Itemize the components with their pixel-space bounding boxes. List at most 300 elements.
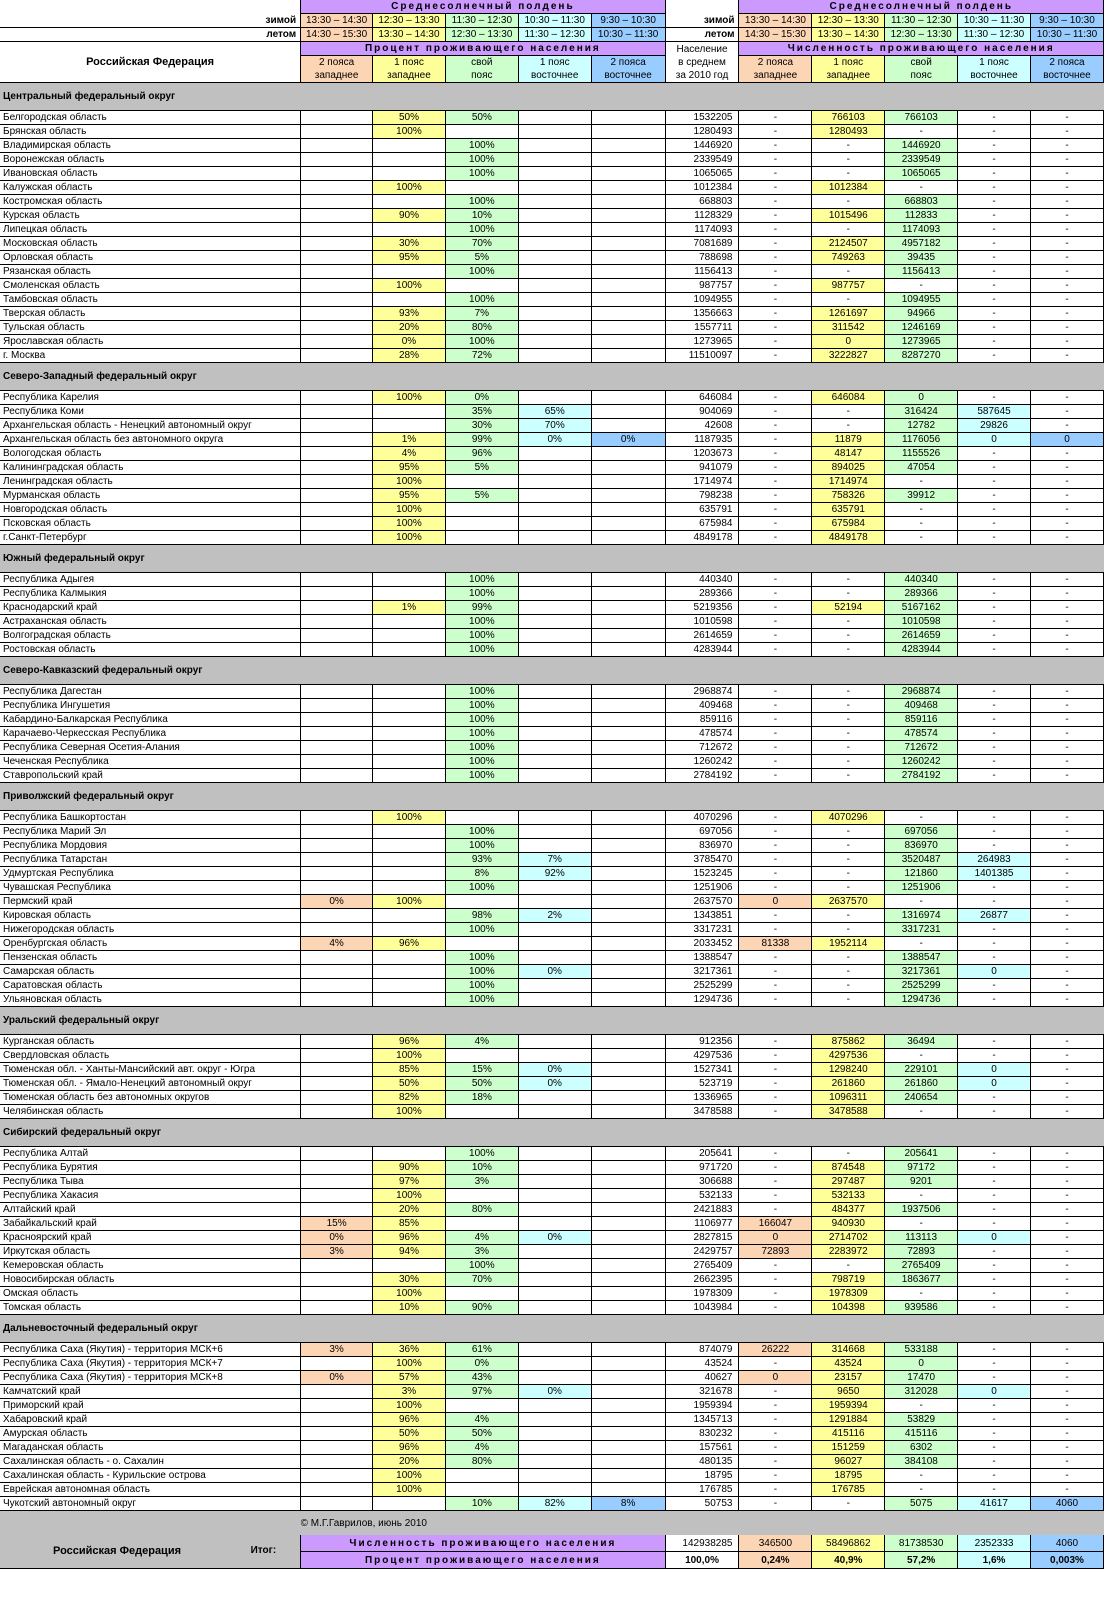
percent-cell: 82%	[518, 1497, 591, 1511]
count-cell: 261860	[885, 1077, 958, 1091]
percent-cell: 100%	[445, 839, 518, 853]
count-cell: 205641	[885, 1147, 958, 1161]
count-cell: -	[1030, 167, 1103, 181]
count-cell: 4060	[1030, 1497, 1103, 1511]
count-cell: 415116	[885, 1427, 958, 1441]
count-cell: -	[1030, 951, 1103, 965]
percent-cell: 0%	[445, 391, 518, 405]
column-header-line: 1 пояс	[394, 57, 424, 68]
count-cell: 2283972	[812, 1245, 885, 1259]
count-cell: 4957182	[885, 237, 958, 251]
population-cell: 1174093	[665, 223, 739, 237]
percent-cell: 72%	[445, 349, 518, 363]
column-header-line: западнее	[314, 70, 359, 81]
count-cell: -	[885, 895, 958, 909]
percent-cell: 92%	[518, 867, 591, 881]
count-cell: -	[1030, 475, 1103, 489]
percent-cell	[518, 699, 591, 713]
percent-cell: 15%	[301, 1217, 373, 1231]
table-row	[0, 1105, 1104, 1119]
region-name: Удмуртская Республика	[0, 867, 301, 881]
count-cell: -	[739, 195, 812, 209]
table-row	[0, 153, 1104, 167]
percent-cell	[301, 741, 373, 755]
count-cell: -	[739, 923, 812, 937]
percent-cell	[301, 1105, 373, 1119]
count-cell: -	[1030, 573, 1103, 587]
percent-cell: 70%	[445, 1273, 518, 1287]
percent-cell	[301, 251, 373, 265]
count-cell: -	[1030, 1343, 1103, 1357]
count-cell: -	[739, 1147, 812, 1161]
percent-cell: 95%	[373, 461, 446, 475]
region-name: Московская область	[0, 237, 301, 251]
population-cell: 3317231	[665, 923, 739, 937]
region-name: Республика Калмыкия	[0, 587, 301, 601]
count-cell: -	[739, 629, 812, 643]
percent-cell	[518, 1441, 591, 1455]
count-cell: -	[739, 1357, 812, 1371]
percent-cell	[301, 811, 373, 825]
count-cell: 1294736	[885, 993, 958, 1007]
count-cell: 0	[1030, 433, 1103, 447]
season-time: 12:30 – 13:30	[445, 28, 518, 42]
count-cell: -	[958, 1427, 1031, 1441]
footer-country-cell	[0, 1535, 301, 1569]
count-cell: 2124507	[812, 237, 885, 251]
percent-cell	[591, 741, 665, 755]
table-row	[0, 685, 1104, 699]
population-cell: 2765409	[665, 1259, 739, 1273]
percent-cell: 100%	[445, 587, 518, 601]
percent-cell	[591, 349, 665, 363]
region-name: Костромская область	[0, 195, 301, 209]
percent-cell	[518, 937, 591, 951]
population-cell: 40627	[665, 1371, 739, 1385]
count-cell: 3317231	[885, 923, 958, 937]
table-row	[0, 1455, 1104, 1469]
count-cell: -	[739, 391, 812, 405]
percent-cell: 100%	[445, 699, 518, 713]
season-time: 13:30 – 14:30	[301, 14, 373, 28]
count-cell: 2765409	[885, 1259, 958, 1273]
population-cell: 1280493	[665, 125, 739, 139]
percent-cell	[445, 503, 518, 517]
count-cell: 3222827	[812, 349, 885, 363]
percent-cell	[518, 111, 591, 125]
table-row	[0, 209, 1104, 223]
percent-cell: 50%	[373, 1427, 446, 1441]
region-name: Республика Мордовия	[0, 839, 301, 853]
count-cell: -	[958, 993, 1031, 1007]
percent-cell	[301, 349, 373, 363]
percent-cell: 30%	[373, 237, 446, 251]
season-time: 12:30 – 13:30	[373, 14, 446, 28]
column-header-line: западнее	[753, 70, 798, 81]
column-header-line: 1 пояс	[539, 57, 570, 68]
percent-cell	[591, 503, 665, 517]
percent-cell	[301, 629, 373, 643]
count-cell: -	[812, 573, 885, 587]
count-cell: -	[958, 111, 1031, 125]
column-header	[445, 56, 518, 83]
percent-cell: 100%	[373, 125, 446, 139]
count-cell: 2714702	[812, 1231, 885, 1245]
table-row	[0, 979, 1104, 993]
percent-cell: 95%	[373, 489, 446, 503]
population-cell: 2339549	[665, 153, 739, 167]
population-cell: 7081689	[665, 237, 739, 251]
percent-cell: 7%	[445, 307, 518, 321]
region-name: Калининградская область	[0, 461, 301, 475]
percent-cell: 5%	[445, 489, 518, 503]
season-time: 9:30 – 10:30	[591, 14, 665, 28]
count-cell: -	[958, 307, 1031, 321]
percent-cell: 100%	[373, 1357, 446, 1371]
column-header-line: восточнее	[531, 70, 579, 81]
count-cell: 798719	[812, 1273, 885, 1287]
region-name: Сахалинская область - о. Сахалин	[0, 1455, 301, 1469]
season-time: 10:30 – 11:30	[591, 28, 665, 42]
table-row	[0, 1427, 1104, 1441]
percent-cell	[591, 1287, 665, 1301]
count-cell: -	[885, 181, 958, 195]
count-cell: -	[958, 713, 1031, 727]
count-cell: -	[812, 923, 885, 937]
column-header	[301, 56, 373, 83]
table-row	[0, 167, 1104, 181]
table-row	[0, 1035, 1104, 1049]
total-percent-cell: 1,6%	[958, 1552, 1031, 1569]
percent-cell	[518, 1091, 591, 1105]
percent-cell	[591, 265, 665, 279]
percent-cell: 100%	[373, 811, 446, 825]
count-cell: 1280493	[812, 125, 885, 139]
percent-cell	[373, 839, 446, 853]
table-row	[0, 447, 1104, 461]
percent-cell	[445, 181, 518, 195]
count-cell: 635791	[812, 503, 885, 517]
column-header-line: 1 пояс	[833, 57, 864, 68]
region-name: Орловская область	[0, 251, 301, 265]
count-cell: 12782	[885, 419, 958, 433]
count-cell: -	[1030, 1469, 1103, 1483]
region-name: Воронежская область	[0, 153, 301, 167]
count-cell: -	[739, 1399, 812, 1413]
season-time: 12:30 – 13:30	[812, 14, 885, 28]
percent-cell: 50%	[373, 1077, 446, 1091]
population-cell: 4070296	[665, 811, 739, 825]
column-header-line: 2 пояса	[318, 57, 355, 68]
count-cell: 859116	[885, 713, 958, 727]
count-cell: -	[812, 153, 885, 167]
population-cell: 1294736	[665, 993, 739, 1007]
region-name: Ставропольский край	[0, 769, 301, 783]
region-name: Республика Саха (Якутия) - территория МСК+6	[0, 1343, 301, 1357]
count-cell: -	[958, 503, 1031, 517]
population-cell: 43524	[665, 1357, 739, 1371]
count-cell: -	[812, 139, 885, 153]
total-percent-cell: 40,9%	[812, 1552, 885, 1569]
table-row	[0, 839, 1104, 853]
count-cell: -	[812, 419, 885, 433]
percent-cell	[591, 1175, 665, 1189]
percent-cell	[518, 811, 591, 825]
percent-cell	[301, 489, 373, 503]
percent-cell	[518, 223, 591, 237]
percent-cell	[591, 475, 665, 489]
table-row	[0, 909, 1104, 923]
percent-cell	[301, 1035, 373, 1049]
population-cell: 697056	[665, 825, 739, 839]
count-cell: 1714974	[812, 475, 885, 489]
percent-cell: 100%	[373, 895, 446, 909]
count-cell: 1261697	[812, 307, 885, 321]
percent-cell	[591, 1343, 665, 1357]
column-header	[958, 56, 1031, 83]
percent-cell: 10%	[445, 1161, 518, 1175]
percent-cell	[591, 839, 665, 853]
count-cell: -	[1030, 811, 1103, 825]
region-name: Магаданская область	[0, 1441, 301, 1455]
percent-cell	[591, 195, 665, 209]
region-name: Ивановская область	[0, 167, 301, 181]
region-name: Приморский край	[0, 1399, 301, 1413]
percent-cell	[301, 881, 373, 895]
table-row	[0, 1399, 1104, 1413]
count-cell: -	[1030, 895, 1103, 909]
blank	[0, 1511, 301, 1536]
percent-cell	[518, 391, 591, 405]
population-cell: 874079	[665, 1343, 739, 1357]
count-cell: -	[739, 741, 812, 755]
percent-cell: 3%	[445, 1245, 518, 1259]
percent-cell	[373, 615, 446, 629]
percent-cell	[301, 433, 373, 447]
count-cell: -	[1030, 1371, 1103, 1385]
percent-cell: 0%	[518, 1077, 591, 1091]
percent-cell	[301, 699, 373, 713]
percent-cell: 10%	[445, 1497, 518, 1511]
count-cell: -	[812, 769, 885, 783]
population-cell: 668803	[665, 195, 739, 209]
population-cell: 1012384	[665, 181, 739, 195]
percent-cell: 100%	[373, 391, 446, 405]
count-cell: -	[739, 643, 812, 657]
percent-cell	[591, 1203, 665, 1217]
count-cell: -	[1030, 1483, 1103, 1497]
region-name: г.Санкт-Петербург	[0, 531, 301, 545]
count-cell: 43524	[812, 1357, 885, 1371]
table-row	[0, 503, 1104, 517]
count-cell: 39435	[885, 251, 958, 265]
region-name: Республика Дагестан	[0, 685, 301, 699]
population-cell: 1388547	[665, 951, 739, 965]
region-name: Республика Карелия	[0, 391, 301, 405]
count-cell: -	[958, 489, 1031, 503]
percent-cell	[518, 461, 591, 475]
count-cell: -	[1030, 713, 1103, 727]
count-cell: -	[958, 195, 1031, 209]
count-cell: 18795	[812, 1469, 885, 1483]
season-label: зимой	[665, 14, 739, 28]
count-cell: 229101	[885, 1063, 958, 1077]
column-header	[1030, 56, 1103, 83]
percent-cell	[591, 769, 665, 783]
percent-cell	[518, 881, 591, 895]
percent-cell: 61%	[445, 1343, 518, 1357]
season-time: 11:30 – 12:30	[518, 28, 591, 42]
percent-cell	[591, 1105, 665, 1119]
count-cell: -	[1030, 279, 1103, 293]
count-cell: -	[812, 1147, 885, 1161]
count-cell: -	[958, 1441, 1031, 1455]
percent-cell	[591, 125, 665, 139]
percent-cell	[591, 1385, 665, 1399]
percent-cell	[301, 1287, 373, 1301]
percent-cell	[518, 629, 591, 643]
percent-cell: 70%	[518, 419, 591, 433]
percent-cell	[373, 713, 446, 727]
region-name: Волгоградская область	[0, 629, 301, 643]
population-cell: 18795	[665, 1469, 739, 1483]
column-header	[591, 56, 665, 83]
percent-cell	[373, 853, 446, 867]
count-cell: 297487	[812, 1175, 885, 1189]
percent-cell	[518, 503, 591, 517]
percent-cell	[518, 237, 591, 251]
count-cell: -	[958, 1245, 1031, 1259]
count-cell: 121860	[885, 867, 958, 881]
count-cell: -	[1030, 1427, 1103, 1441]
percent-cell	[301, 979, 373, 993]
percent-cell: 90%	[373, 1161, 446, 1175]
count-cell: -	[1030, 685, 1103, 699]
count-cell: 11879	[812, 433, 885, 447]
table-row	[0, 573, 1104, 587]
percent-cell: 100%	[445, 755, 518, 769]
table-row	[0, 937, 1104, 951]
percent-cell	[518, 209, 591, 223]
count-cell: -	[958, 349, 1031, 363]
percent-cell	[301, 195, 373, 209]
percent-cell	[373, 405, 446, 419]
table-row	[0, 769, 1104, 783]
count-cell: -	[958, 1455, 1031, 1469]
count-cell: 5167162	[885, 601, 958, 615]
count-cell: 264983	[958, 853, 1031, 867]
count-cell: -	[812, 839, 885, 853]
percent-cell: 98%	[445, 909, 518, 923]
count-cell: -	[739, 223, 812, 237]
count-cell: -	[885, 517, 958, 531]
count-cell: -	[1030, 909, 1103, 923]
count-cell: 1952114	[812, 937, 885, 951]
count-cell: -	[739, 713, 812, 727]
count-cell: 1291884	[812, 1413, 885, 1427]
count-title: Численность проживающего населения	[739, 42, 1104, 56]
region-name: Брянская область	[0, 125, 301, 139]
table-row	[0, 125, 1104, 139]
count-cell: -	[812, 993, 885, 1007]
count-cell: -	[1030, 993, 1103, 1007]
region-name: Ростовская область	[0, 643, 301, 657]
region-name: Нижегородская область	[0, 923, 301, 937]
column-header	[373, 56, 446, 83]
percent-cell: 100%	[445, 335, 518, 349]
percent-cell	[301, 1399, 373, 1413]
count-cell: -	[812, 825, 885, 839]
count-cell: -	[739, 125, 812, 139]
population-cell: 1094955	[665, 293, 739, 307]
count-cell: 697056	[885, 825, 958, 839]
percent-cell	[301, 307, 373, 321]
percent-cell	[301, 223, 373, 237]
percent-cell: 100%	[445, 223, 518, 237]
count-cell: -	[739, 965, 812, 979]
count-cell: -	[739, 1063, 812, 1077]
count-cell: -	[958, 699, 1031, 713]
season-label: летом	[665, 28, 739, 42]
count-cell: -	[739, 153, 812, 167]
count-cell: -	[958, 251, 1031, 265]
column-header-line: свой	[471, 57, 493, 68]
region-name: Челябинская область	[0, 1105, 301, 1119]
count-cell: -	[739, 1385, 812, 1399]
percent-cell	[518, 573, 591, 587]
count-cell: -	[812, 685, 885, 699]
count-cell: -	[1030, 643, 1103, 657]
count-cell: -	[812, 1497, 885, 1511]
population-cell: 904069	[665, 405, 739, 419]
count-cell: -	[958, 321, 1031, 335]
season-time: 14:30 – 15:30	[301, 28, 373, 42]
percent-cell	[591, 447, 665, 461]
percent-cell	[373, 629, 446, 643]
percent-cell: 100%	[445, 685, 518, 699]
count-cell: -	[1030, 881, 1103, 895]
count-cell: -	[958, 1413, 1031, 1427]
count-cell: -	[958, 475, 1031, 489]
percent-cell	[591, 139, 665, 153]
population-cell: 409468	[665, 699, 739, 713]
percent-cell: 100%	[445, 923, 518, 937]
region-name: Республика Саха (Якутия) - территория МСК+8	[0, 1371, 301, 1385]
region-name: Республика Башкортостан	[0, 811, 301, 825]
count-cell: -	[958, 1469, 1031, 1483]
count-cell: -	[958, 727, 1031, 741]
percent-cell	[373, 755, 446, 769]
count-cell: -	[1030, 1357, 1103, 1371]
region-name: Псковская область	[0, 517, 301, 531]
percent-cell	[591, 685, 665, 699]
percent-cell	[301, 391, 373, 405]
percent-cell	[301, 419, 373, 433]
region-name: Республика Коми	[0, 405, 301, 419]
count-cell: -	[958, 125, 1031, 139]
percent-cell	[591, 1455, 665, 1469]
count-cell: 94966	[885, 307, 958, 321]
count-cell: 8287270	[885, 349, 958, 363]
percent-cell	[591, 405, 665, 419]
population-cell: 3478588	[665, 1105, 739, 1119]
percent-cell	[301, 447, 373, 461]
season-time: 13:30 – 14:30	[739, 14, 812, 28]
count-cell: -	[1030, 461, 1103, 475]
percent-cell	[373, 293, 446, 307]
percent-cell	[518, 825, 591, 839]
count-cell: -	[812, 587, 885, 601]
